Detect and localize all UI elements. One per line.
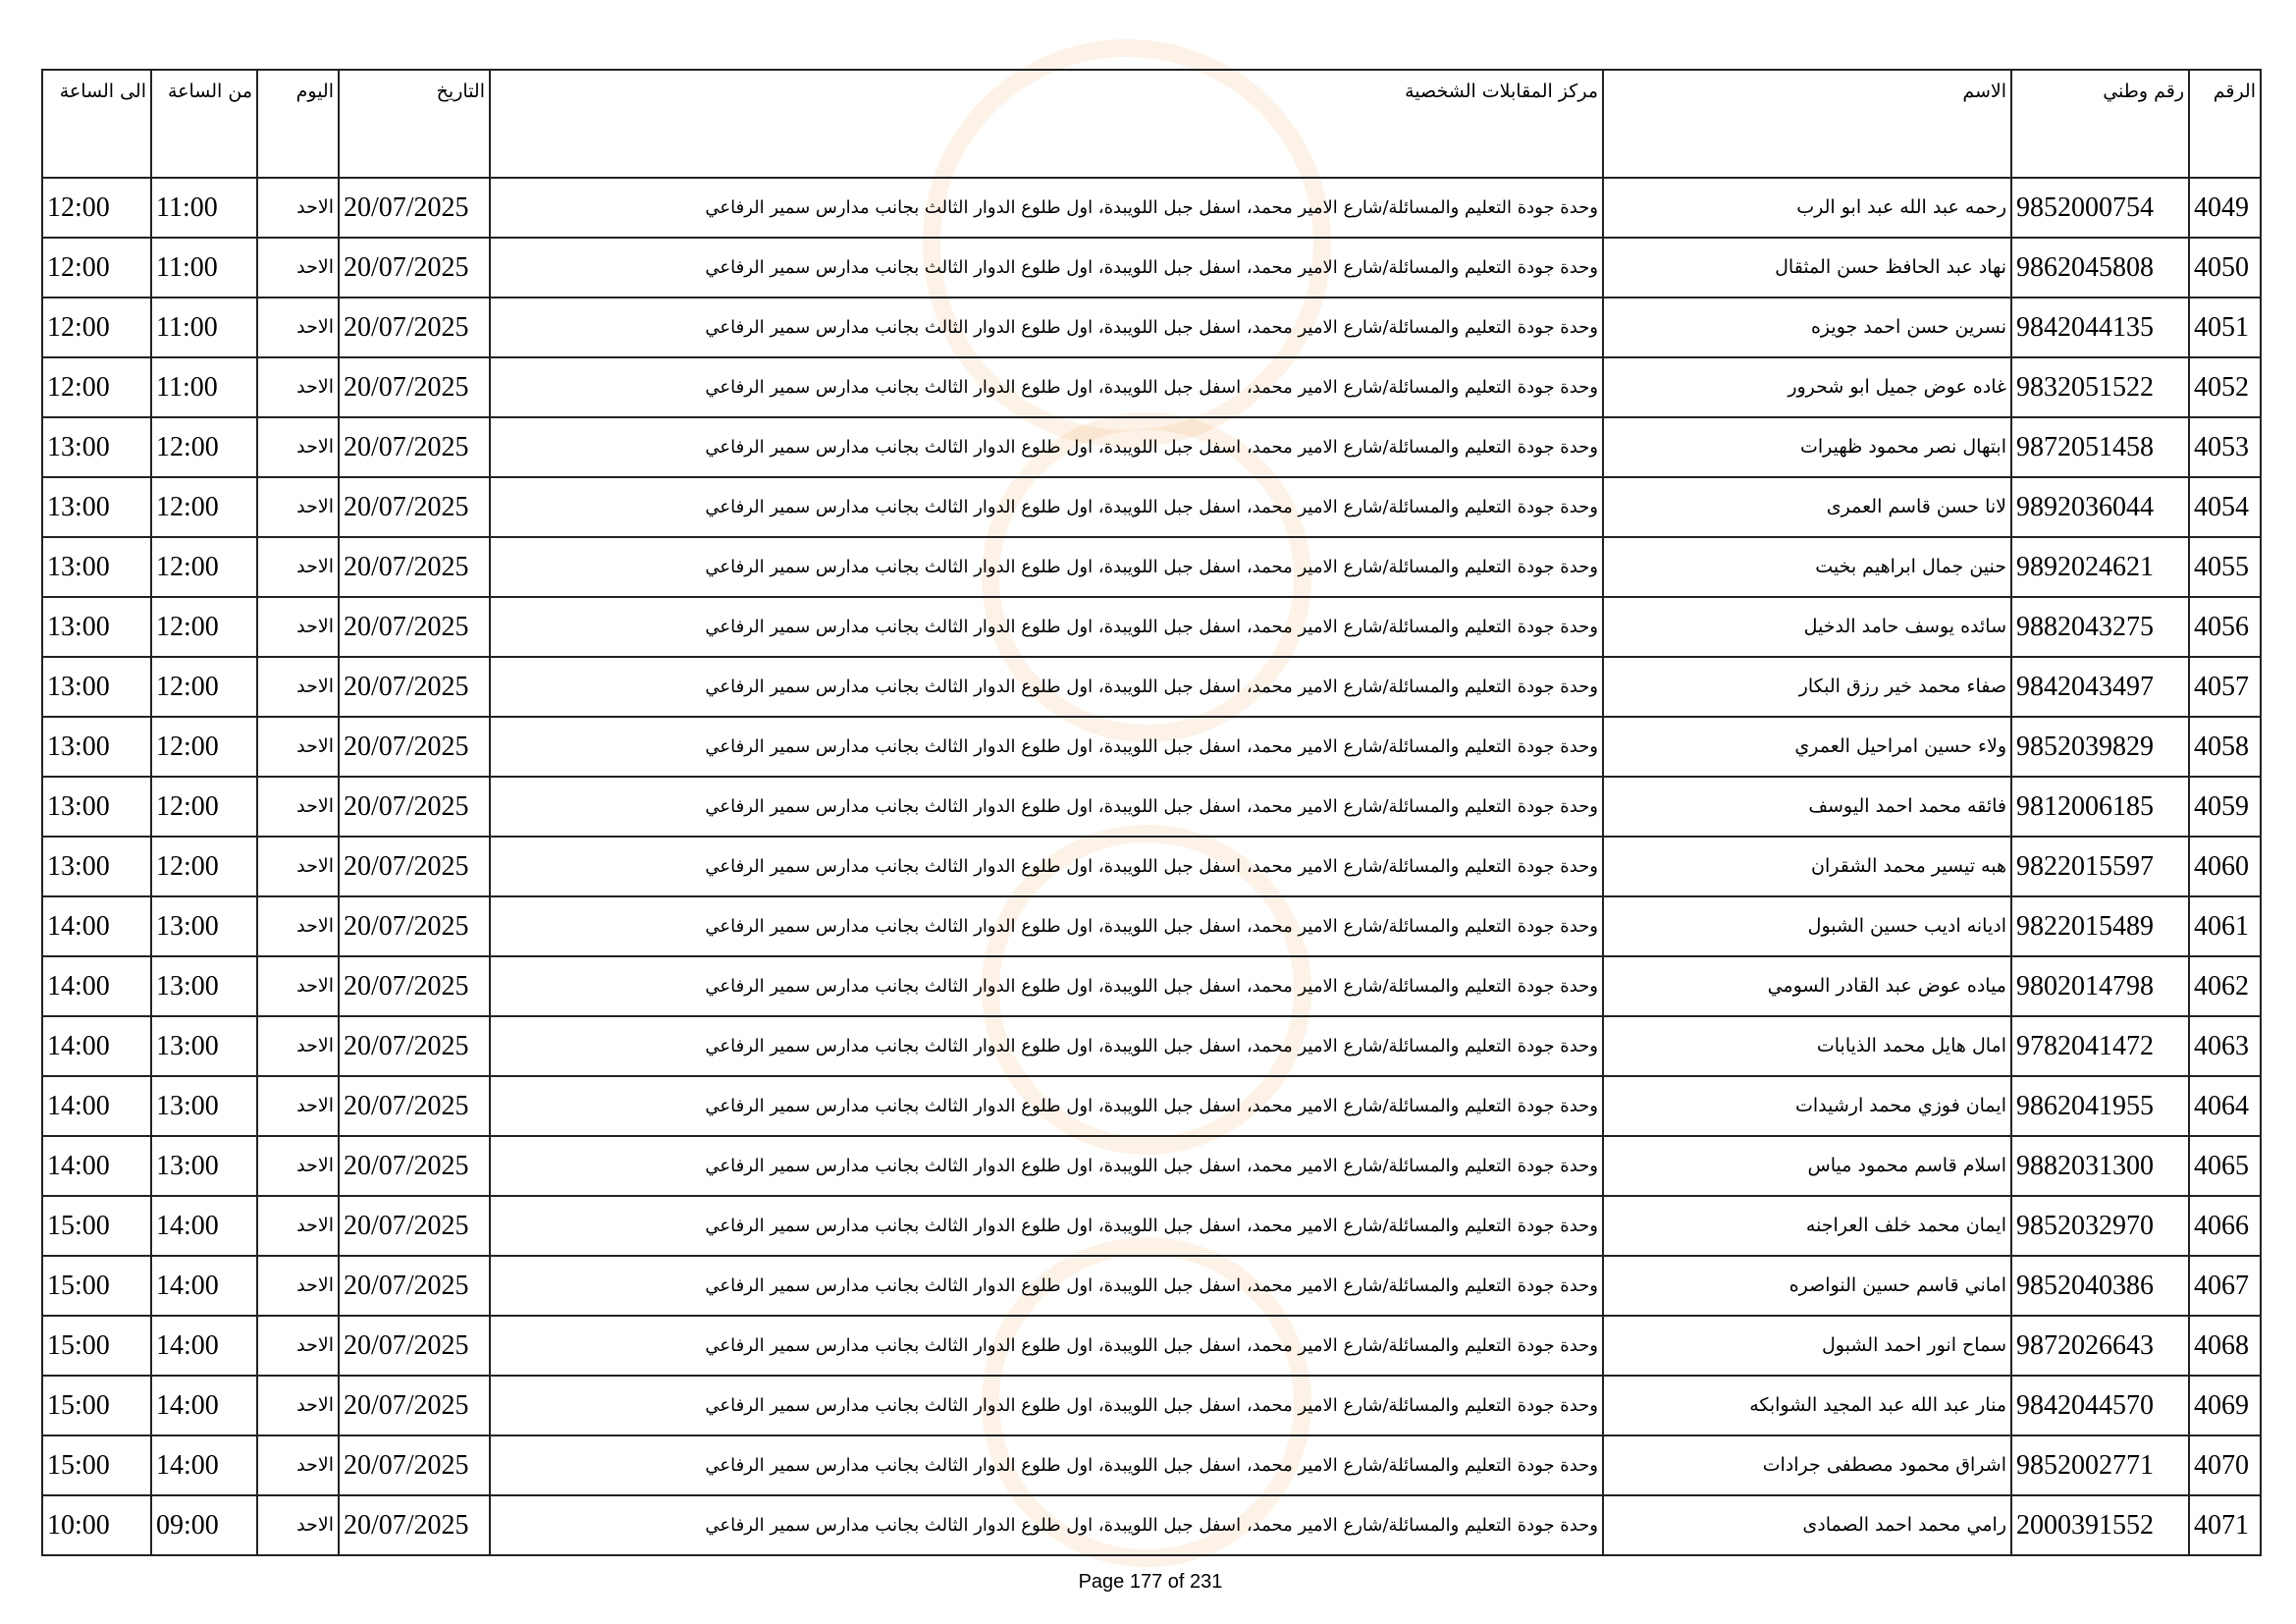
time-from: 12:00 xyxy=(151,837,257,896)
time-from: 13:00 xyxy=(151,1136,257,1196)
table-row xyxy=(42,417,2261,477)
interview-day: الاحد xyxy=(257,896,339,956)
time-to: 13:00 xyxy=(42,417,151,477)
interview-day: الاحد xyxy=(257,178,339,238)
national-id: 9832051522 xyxy=(2011,357,2189,417)
interview-day: الاحد xyxy=(257,417,339,477)
row-number: 4060 xyxy=(2189,837,2261,896)
applicant-name: سماح انور احمد الشبول xyxy=(1603,1316,2011,1376)
header-date: التاريخ xyxy=(339,70,490,178)
interview-date: 20/07/2025 xyxy=(339,1316,490,1376)
interview-day: الاحد xyxy=(257,1076,339,1136)
interview-center: وحدة جودة التعليم والمسائلة/شارع الامير محمد، اسفل جبل اللويبدة، اول طلوع الدوار الثالث بجانب مدارس سمير الرفاعي xyxy=(490,477,1603,537)
interview-day: الاحد xyxy=(257,357,339,417)
interview-center: وحدة جودة التعليم والمسائلة/شارع الامير محمد، اسفل جبل اللويبدة، اول طلوع الدوار الثالث بجانب مدارس سمير الرفاعي xyxy=(490,1136,1603,1196)
time-to: 13:00 xyxy=(42,657,151,717)
applicant-name: صفاء محمد خير رزق البكار xyxy=(1603,657,2011,717)
interview-date: 20/07/2025 xyxy=(339,1196,490,1256)
row-number: 4071 xyxy=(2189,1495,2261,1555)
interview-center: وحدة جودة التعليم والمسائلة/شارع الامير محمد، اسفل جبل اللويبدة، اول طلوع الدوار الثالث بجانب مدارس سمير الرفاعي xyxy=(490,178,1603,238)
interview-day: الاحد xyxy=(257,597,339,657)
time-to: 12:00 xyxy=(42,298,151,357)
time-from: 11:00 xyxy=(151,238,257,298)
time-to: 15:00 xyxy=(42,1435,151,1495)
table-row xyxy=(42,657,2261,717)
row-number: 4066 xyxy=(2189,1196,2261,1256)
row-number: 4052 xyxy=(2189,357,2261,417)
applicant-name: رحمه عبد الله عبد ابو الرب xyxy=(1603,178,2011,238)
time-to: 13:00 xyxy=(42,777,151,837)
header-national-id: رقم وطني xyxy=(2011,70,2189,178)
interview-date: 20/07/2025 xyxy=(339,1016,490,1076)
row-number: 4051 xyxy=(2189,298,2261,357)
interview-day: الاحد xyxy=(257,657,339,717)
interview-center: وحدة جودة التعليم والمسائلة/شارع الامير محمد، اسفل جبل اللويبدة، اول طلوع الدوار الثالث بجانب مدارس سمير الرفاعي xyxy=(490,1316,1603,1376)
applicant-name: اشراق محمود مصطفى جرادات xyxy=(1603,1435,2011,1495)
time-from: 12:00 xyxy=(151,477,257,537)
interview-day: الاحد xyxy=(257,1495,339,1555)
header-no: الرقم xyxy=(2189,70,2261,178)
interview-day: الاحد xyxy=(257,1316,339,1376)
row-number: 4055 xyxy=(2189,537,2261,597)
national-id: 9812006185 xyxy=(2011,777,2189,837)
time-from: 13:00 xyxy=(151,956,257,1016)
row-number: 4057 xyxy=(2189,657,2261,717)
time-from: 11:00 xyxy=(151,357,257,417)
table-row xyxy=(42,537,2261,597)
time-from: 13:00 xyxy=(151,1076,257,1136)
interview-center: وحدة جودة التعليم والمسائلة/شارع الامير محمد، اسفل جبل اللويبدة، اول طلوع الدوار الثالث بجانب مدارس سمير الرفاعي xyxy=(490,1495,1603,1555)
interview-date: 20/07/2025 xyxy=(339,357,490,417)
national-id: 9852002771 xyxy=(2011,1435,2189,1495)
time-to: 14:00 xyxy=(42,1016,151,1076)
time-from: 14:00 xyxy=(151,1316,257,1376)
table-row xyxy=(42,1196,2261,1256)
applicant-name: نهاد عبد الحافظ حسن المثقال xyxy=(1603,238,2011,298)
national-id: 9862041955 xyxy=(2011,1076,2189,1136)
table-row xyxy=(42,1435,2261,1495)
interview-day: الاحد xyxy=(257,1376,339,1435)
interview-date: 20/07/2025 xyxy=(339,1136,490,1196)
interview-center: وحدة جودة التعليم والمسائلة/شارع الامير محمد، اسفل جبل اللويبدة، اول طلوع الدوار الثالث بجانب مدارس سمير الرفاعي xyxy=(490,597,1603,657)
table-row xyxy=(42,1256,2261,1316)
interview-center: وحدة جودة التعليم والمسائلة/شارع الامير محمد، اسفل جبل اللويبدة، اول طلوع الدوار الثالث بجانب مدارس سمير الرفاعي xyxy=(490,417,1603,477)
interview-center: وحدة جودة التعليم والمسائلة/شارع الامير محمد، اسفل جبل اللويبدة، اول طلوع الدوار الثالث بجانب مدارس سمير الرفاعي xyxy=(490,1376,1603,1435)
document-sheet xyxy=(41,69,2260,1594)
interview-center: وحدة جودة التعليم والمسائلة/شارع الامير محمد، اسفل جبل اللويبدة، اول طلوع الدوار الثالث بجانب مدارس سمير الرفاعي xyxy=(490,1435,1603,1495)
time-to: 13:00 xyxy=(42,597,151,657)
national-id: 9862045808 xyxy=(2011,238,2189,298)
national-id: 9852000754 xyxy=(2011,178,2189,238)
applicant-name: اسلام قاسم محمود مياس xyxy=(1603,1136,2011,1196)
time-to: 12:00 xyxy=(42,238,151,298)
interview-day: الاحد xyxy=(257,1196,339,1256)
time-from: 12:00 xyxy=(151,417,257,477)
time-to: 13:00 xyxy=(42,537,151,597)
header-day: اليوم xyxy=(257,70,339,178)
table-row xyxy=(42,837,2261,896)
interview-center: وحدة جودة التعليم والمسائلة/شارع الامير محمد، اسفل جبل اللويبدة، اول طلوع الدوار الثالث بجانب مدارس سمير الرفاعي xyxy=(490,956,1603,1016)
time-to: 15:00 xyxy=(42,1256,151,1316)
applicant-name: امال هايل محمد الذيابات xyxy=(1603,1016,2011,1076)
applicant-name: نسرين حسن احمد جويزه xyxy=(1603,298,2011,357)
national-id: 2000391552 xyxy=(2011,1495,2189,1555)
interview-day: الاحد xyxy=(257,238,339,298)
row-number: 4054 xyxy=(2189,477,2261,537)
time-to: 15:00 xyxy=(42,1316,151,1376)
interview-center: وحدة جودة التعليم والمسائلة/شارع الامير محمد، اسفل جبل اللويبدة، اول طلوع الدوار الثالث بجانب مدارس سمير الرفاعي xyxy=(490,1076,1603,1136)
applicant-name: ابتهال نصر محمود ظهيرات xyxy=(1603,417,2011,477)
applicant-name: سائده يوسف حامد الدخيل xyxy=(1603,597,2011,657)
applicant-name: لانا حسن قاسم العمرى xyxy=(1603,477,2011,537)
national-id: 9882043275 xyxy=(2011,597,2189,657)
table-row xyxy=(42,298,2261,357)
interview-date: 20/07/2025 xyxy=(339,717,490,777)
national-id: 9842043497 xyxy=(2011,657,2189,717)
applicant-name: منار عبد الله عبد المجيد الشوابكه xyxy=(1603,1376,2011,1435)
table-row xyxy=(42,178,2261,238)
national-id: 9822015597 xyxy=(2011,837,2189,896)
time-from: 13:00 xyxy=(151,1016,257,1076)
row-number: 4049 xyxy=(2189,178,2261,238)
row-number: 4061 xyxy=(2189,896,2261,956)
time-from: 09:00 xyxy=(151,1495,257,1555)
interview-date: 20/07/2025 xyxy=(339,956,490,1016)
interview-day: الاحد xyxy=(257,1256,339,1316)
time-to: 13:00 xyxy=(42,477,151,537)
interview-day: الاحد xyxy=(257,298,339,357)
table-row xyxy=(42,1495,2261,1555)
time-from: 14:00 xyxy=(151,1256,257,1316)
interview-center: وحدة جودة التعليم والمسائلة/شارع الامير محمد، اسفل جبل اللويبدة، اول طلوع الدوار الثالث بجانب مدارس سمير الرفاعي xyxy=(490,298,1603,357)
table-row xyxy=(42,1076,2261,1136)
interview-schedule-table xyxy=(41,69,2262,1556)
time-from: 12:00 xyxy=(151,657,257,717)
national-id: 9872026643 xyxy=(2011,1316,2189,1376)
interview-date: 20/07/2025 xyxy=(339,238,490,298)
interview-date: 20/07/2025 xyxy=(339,1495,490,1555)
interview-center: وحدة جودة التعليم والمسائلة/شارع الامير محمد، اسفل جبل اللويبدة، اول طلوع الدوار الثالث بجانب مدارس سمير الرفاعي xyxy=(490,777,1603,837)
applicant-name: حنين جمال ابراهيم بخيت xyxy=(1603,537,2011,597)
row-number: 4062 xyxy=(2189,956,2261,1016)
applicant-name: غاده عوض جميل ابو شحرور xyxy=(1603,357,2011,417)
time-from: 12:00 xyxy=(151,537,257,597)
applicant-name: ولاء حسين امراحيل العمري xyxy=(1603,717,2011,777)
row-number: 4063 xyxy=(2189,1016,2261,1076)
interview-center: وحدة جودة التعليم والمسائلة/شارع الامير محمد، اسفل جبل اللويبدة، اول طلوع الدوار الثالث بجانب مدارس سمير الرفاعي xyxy=(490,1016,1603,1076)
interview-center: وحدة جودة التعليم والمسائلة/شارع الامير محمد، اسفل جبل اللويبدة، اول طلوع الدوار الثالث بجانب مدارس سمير الرفاعي xyxy=(490,1256,1603,1316)
national-id: 9842044570 xyxy=(2011,1376,2189,1435)
time-from: 11:00 xyxy=(151,178,257,238)
time-from: 14:00 xyxy=(151,1435,257,1495)
row-number: 4056 xyxy=(2189,597,2261,657)
time-from: 14:00 xyxy=(151,1196,257,1256)
header-from: من الساعة xyxy=(151,70,257,178)
table-row xyxy=(42,597,2261,657)
table-row xyxy=(42,477,2261,537)
interview-day: الاحد xyxy=(257,1435,339,1495)
interview-date: 20/07/2025 xyxy=(339,298,490,357)
table-row xyxy=(42,777,2261,837)
interview-date: 20/07/2025 xyxy=(339,1256,490,1316)
interview-date: 20/07/2025 xyxy=(339,1435,490,1495)
interview-center: وحدة جودة التعليم والمسائلة/شارع الامير محمد، اسفل جبل اللويبدة، اول طلوع الدوار الثالث بجانب مدارس سمير الرفاعي xyxy=(490,657,1603,717)
national-id: 9852040386 xyxy=(2011,1256,2189,1316)
interview-date: 20/07/2025 xyxy=(339,1076,490,1136)
national-id: 9782041472 xyxy=(2011,1016,2189,1076)
interview-date: 20/07/2025 xyxy=(339,178,490,238)
time-from: 12:00 xyxy=(151,777,257,837)
national-id: 9842044135 xyxy=(2011,298,2189,357)
applicant-name: فائقه محمد احمد اليوسف xyxy=(1603,777,2011,837)
interview-center: وحدة جودة التعليم والمسائلة/شارع الامير محمد، اسفل جبل اللويبدة، اول طلوع الدوار الثالث بجانب مدارس سمير الرفاعي xyxy=(490,537,1603,597)
interview-date: 20/07/2025 xyxy=(339,537,490,597)
row-number: 4058 xyxy=(2189,717,2261,777)
row-number: 4065 xyxy=(2189,1136,2261,1196)
row-number: 4070 xyxy=(2189,1435,2261,1495)
interview-day: الاحد xyxy=(257,1136,339,1196)
applicant-name: ادیانه ادیب حسین الشبول xyxy=(1603,896,2011,956)
interview-day: الاحد xyxy=(257,837,339,896)
national-id: 9822015489 xyxy=(2011,896,2189,956)
time-to: 12:00 xyxy=(42,178,151,238)
row-number: 4067 xyxy=(2189,1256,2261,1316)
interview-date: 20/07/2025 xyxy=(339,1376,490,1435)
applicant-name: ايمان محمد خلف العراجنه xyxy=(1603,1196,2011,1256)
national-id: 9892036044 xyxy=(2011,477,2189,537)
time-from: 12:00 xyxy=(151,597,257,657)
interview-center: وحدة جودة التعليم والمسائلة/شارع الامير محمد، اسفل جبل اللويبدة، اول طلوع الدوار الثالث بجانب مدارس سمير الرفاعي xyxy=(490,357,1603,417)
interview-center: وحدة جودة التعليم والمسائلة/شارع الامير محمد، اسفل جبل اللويبدة، اول طلوع الدوار الثالث بجانب مدارس سمير الرفاعي xyxy=(490,1196,1603,1256)
national-id: 9872051458 xyxy=(2011,417,2189,477)
time-from: 14:00 xyxy=(151,1376,257,1435)
row-number: 4059 xyxy=(2189,777,2261,837)
header-center: مركز المقابلات الشخصية xyxy=(490,70,1603,178)
interview-center: وحدة جودة التعليم والمسائلة/شارع الامير محمد، اسفل جبل اللويبدة، اول طلوع الدوار الثالث بجانب مدارس سمير الرفاعي xyxy=(490,837,1603,896)
national-id: 9852039829 xyxy=(2011,717,2189,777)
applicant-name: هبه تيسير محمد الشقران xyxy=(1603,837,2011,896)
table-row xyxy=(42,1136,2261,1196)
time-to: 15:00 xyxy=(42,1376,151,1435)
time-to: 14:00 xyxy=(42,1136,151,1196)
national-id: 9892024621 xyxy=(2011,537,2189,597)
table-row xyxy=(42,238,2261,298)
interview-center: وحدة جودة التعليم والمسائلة/شارع الامير محمد، اسفل جبل اللويبدة، اول طلوع الدوار الثالث بجانب مدارس سمير الرفاعي xyxy=(490,238,1603,298)
applicant-name: رامي محمد احمد الصمادى xyxy=(1603,1495,2011,1555)
table-row xyxy=(42,896,2261,956)
header-name: الاسم xyxy=(1603,70,2011,178)
interview-date: 20/07/2025 xyxy=(339,657,490,717)
time-to: 15:00 xyxy=(42,1196,151,1256)
applicant-name: ايمان فوزي محمد ارشيدات xyxy=(1603,1076,2011,1136)
table-row xyxy=(42,357,2261,417)
interview-center: وحدة جودة التعليم والمسائلة/شارع الامير محمد، اسفل جبل اللويبدة، اول طلوع الدوار الثالث بجانب مدارس سمير الرفاعي xyxy=(490,717,1603,777)
national-id: 9882031300 xyxy=(2011,1136,2189,1196)
interview-day: الاحد xyxy=(257,956,339,1016)
row-number: 4050 xyxy=(2189,238,2261,298)
national-id: 9852032970 xyxy=(2011,1196,2189,1256)
time-to: 14:00 xyxy=(42,956,151,1016)
interview-center: وحدة جودة التعليم والمسائلة/شارع الامير محمد، اسفل جبل اللويبدة، اول طلوع الدوار الثالث بجانب مدارس سمير الرفاعي xyxy=(490,896,1603,956)
interview-day: الاحد xyxy=(257,537,339,597)
interview-day: الاحد xyxy=(257,777,339,837)
time-to: 12:00 xyxy=(42,357,151,417)
time-to: 10:00 xyxy=(42,1495,151,1555)
row-number: 4069 xyxy=(2189,1376,2261,1435)
national-id: 9802014798 xyxy=(2011,956,2189,1016)
interview-date: 20/07/2025 xyxy=(339,477,490,537)
table-row xyxy=(42,1016,2261,1076)
time-to: 13:00 xyxy=(42,717,151,777)
row-number: 4053 xyxy=(2189,417,2261,477)
interview-date: 20/07/2025 xyxy=(339,837,490,896)
time-to: 14:00 xyxy=(42,1076,151,1136)
table-row xyxy=(42,956,2261,1016)
time-from: 11:00 xyxy=(151,298,257,357)
applicant-name: اماني قاسم حسين النواصره xyxy=(1603,1256,2011,1316)
interview-date: 20/07/2025 xyxy=(339,777,490,837)
page-number: Page 177 of 231 xyxy=(1078,1571,1223,1593)
interview-date: 20/07/2025 xyxy=(339,597,490,657)
interview-date: 20/07/2025 xyxy=(339,896,490,956)
interview-day: الاحد xyxy=(257,717,339,777)
table-header-row xyxy=(42,70,2261,178)
row-number: 4064 xyxy=(2189,1076,2261,1136)
interview-date: 20/07/2025 xyxy=(339,417,490,477)
time-from: 12:00 xyxy=(151,717,257,777)
time-to: 13:00 xyxy=(42,837,151,896)
applicant-name: مياده عوض عبد القادر السومي xyxy=(1603,956,2011,1016)
time-from: 13:00 xyxy=(151,896,257,956)
table-row xyxy=(42,717,2261,777)
interview-day: الاحد xyxy=(257,477,339,537)
interview-day: الاحد xyxy=(257,1016,339,1076)
header-to: الى الساعة xyxy=(42,70,151,178)
time-to: 14:00 xyxy=(42,896,151,956)
table-row xyxy=(42,1376,2261,1435)
table-row xyxy=(42,1316,2261,1376)
row-number: 4068 xyxy=(2189,1316,2261,1376)
